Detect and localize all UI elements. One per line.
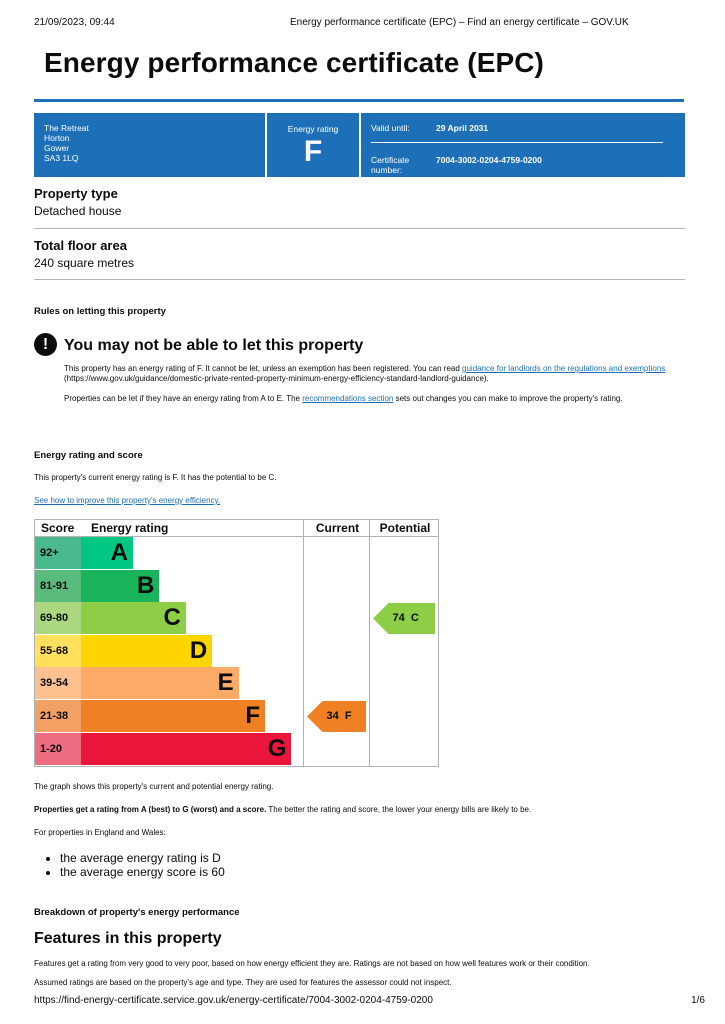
- breakdown-heading: Breakdown of property's energy performance: [34, 907, 240, 918]
- potential-rating-arrow: [373, 603, 435, 634]
- rating-explanation-rest: The better the rating and score, the lower your energy bills are likely to be.: [266, 805, 532, 814]
- potential-rating-label: 74 C: [392, 612, 419, 624]
- print-datetime: 21/09/2023, 09:44: [34, 17, 115, 28]
- list-item: • the average energy rating is D: [60, 851, 225, 865]
- letting-text: This property has an energy rating of F. It cannot be let, unless an exemption has been registered. You can read: [64, 364, 463, 373]
- letting-text: Properties can be let if they have an energy rating from A to E. The: [64, 394, 303, 403]
- floor-area-label: Total floor area: [34, 238, 127, 253]
- print-title: Energy performance certificate (EPC) – Find an energy certificate – GOV.UK: [290, 17, 629, 28]
- property-type-value: Detached house: [34, 204, 122, 218]
- letting-paragraph: [64, 364, 674, 384]
- print-footer: [34, 995, 705, 1006]
- divider: [34, 228, 685, 229]
- band-score-range: 39-54: [35, 667, 81, 699]
- band-score-range: 55-68: [35, 635, 81, 667]
- band-score-range: 69-80: [35, 602, 81, 634]
- band-letter: B: [137, 571, 155, 599]
- energy-rating-chart: [34, 519, 439, 767]
- energy-current-text: This property's current energy rating is F. It has the potential to be C.: [34, 473, 277, 482]
- features-title: Features in this property: [34, 930, 222, 947]
- warning-icon: !: [34, 333, 57, 356]
- divider: [34, 279, 685, 280]
- property-type-label: Property type: [34, 186, 118, 201]
- graph-note: The graph shows this property's current and potential energy rating.: [34, 782, 274, 791]
- rating-explanation: [34, 805, 531, 814]
- energy-heading: Energy rating and score: [34, 450, 143, 461]
- certificate-summary: [34, 113, 685, 177]
- features-paragraph-2: Assumed ratings are based on the property's age and type. They are used for features the assessor could not inspect.: [34, 978, 452, 987]
- letting-heading: Rules on letting this property: [34, 306, 166, 317]
- page-number: 1/6: [691, 995, 705, 1006]
- floor-area-value: 240 square metres: [34, 256, 135, 270]
- print-header: [34, 17, 705, 29]
- band-letter: E: [217, 669, 234, 697]
- footer-url: https://find-energy-certificate.service.gov.uk/energy-certificate/7004-3002-0204-4759-0200: [34, 995, 433, 1006]
- rating-explanation-bold: Properties get a rating from A (best) to G (worst) and a score.: [34, 805, 267, 814]
- band-score-range: 81-91: [35, 570, 81, 602]
- warning-title: You may not be able to let this property: [64, 337, 364, 354]
- averages-list: [60, 851, 225, 879]
- band-letter: G: [267, 734, 287, 762]
- valid-until-value: 29 April 2031: [436, 123, 489, 133]
- letting-text: sets out changes you can make to improve the property's rating.: [393, 394, 623, 403]
- energy-rating-header: Energy rating: [91, 521, 169, 535]
- current-header: Current: [315, 521, 360, 535]
- address-line: Gower: [44, 143, 70, 153]
- current-rating-label: 34 F: [326, 709, 352, 722]
- divider: [371, 142, 663, 143]
- guidance-url: (https://www.gov.uk/guidance/domestic-private-rented-property-minimum-energy-efficiency-standard-landlord-guidance).: [64, 374, 489, 383]
- title-rule: [34, 99, 684, 102]
- column-divider: [369, 520, 370, 766]
- band-letter: D: [189, 636, 208, 664]
- improve-efficiency-link[interactable]: See how to improve this property's energy efficiency.: [34, 496, 221, 505]
- property-type: [34, 186, 685, 218]
- band-letter: C: [163, 604, 181, 632]
- current-rating-arrow: [307, 701, 366, 732]
- rating-label: Energy rating: [287, 124, 339, 134]
- letting-paragraph-2: [64, 394, 674, 404]
- list-item: • the average energy score is 60: [60, 865, 225, 879]
- rating-letter: F: [303, 135, 323, 168]
- band-score-range: 92+: [35, 537, 81, 569]
- floor-area: [34, 238, 685, 270]
- certificate-number: 7004-3002-0204-4759-0200: [436, 155, 542, 165]
- recommendations-link[interactable]: recommendations section: [302, 394, 394, 403]
- page-title: Energy performance certificate (EPC): [44, 47, 544, 78]
- property-address: [44, 123, 89, 163]
- address-line: The Retreat: [44, 123, 89, 133]
- address-line: Horton: [44, 133, 70, 143]
- features-paragraph: Features get a rating from very good to very poor, based on how energy efficient they are. Ratings are not based on how well features work or their condition.: [34, 959, 590, 968]
- valid-until-label: Valid until:: [371, 123, 410, 133]
- divider: [359, 113, 361, 177]
- address-line: SA3 1LQ: [44, 153, 79, 163]
- landlord-guidance-link[interactable]: guidance for landlords on the regulations and exemptions: [462, 364, 666, 373]
- band-letter: A: [110, 539, 128, 566]
- potential-header: Potential: [379, 521, 431, 535]
- column-divider: [303, 520, 304, 766]
- england-wales-text: For properties in England and Wales:: [34, 828, 166, 837]
- band-letter: F: [245, 702, 260, 729]
- band-score-range: 21-38: [35, 700, 81, 732]
- band-score-range: 1-20: [35, 733, 81, 765]
- score-header: Score: [41, 521, 75, 535]
- certificate-number-label: Certificate number:: [371, 155, 410, 175]
